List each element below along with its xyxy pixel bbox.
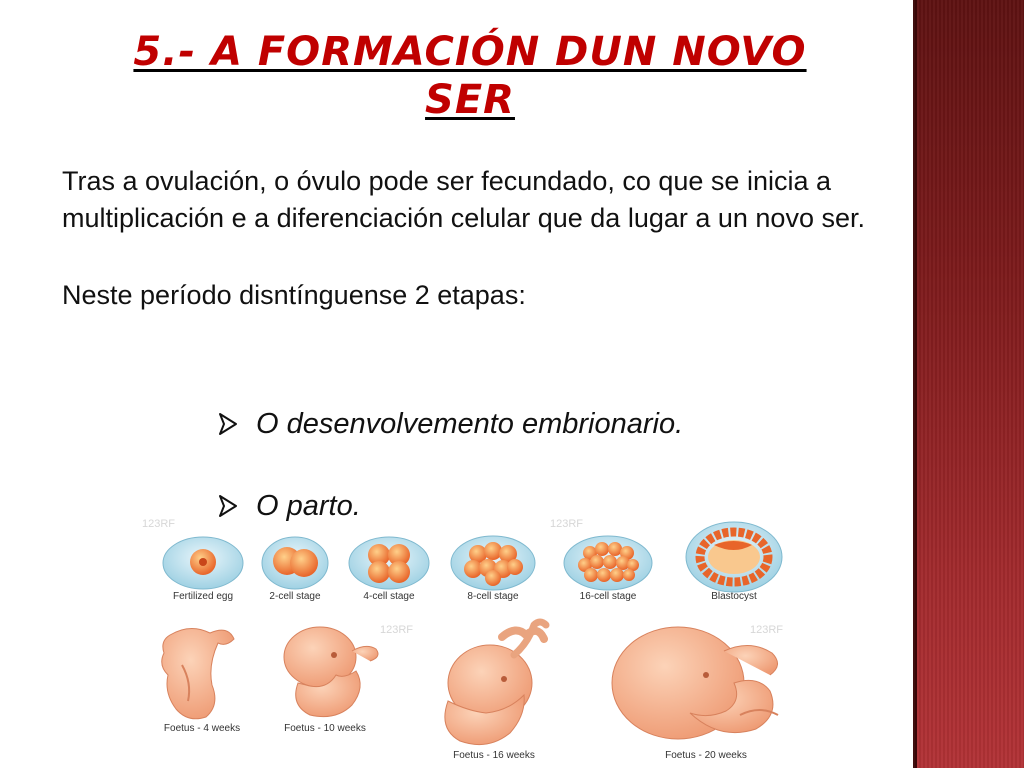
stage-caption: Blastocyst	[711, 591, 757, 602]
arrow-bullet-icon	[218, 412, 238, 436]
foetus-caption: Foetus - 4 weeks	[163, 723, 241, 734]
sixteen-cell-stage-illustration	[564, 536, 652, 590]
eight-cell-stage-illustration	[451, 536, 535, 590]
stage-label: O parto.	[256, 489, 361, 522]
four-cell-stage-illustration	[349, 537, 429, 589]
blastocyst-illustration	[686, 522, 782, 592]
foetus-caption: Foetus - 20 weeks	[665, 750, 747, 761]
foetus-caption: Foetus - 16 weeks	[453, 750, 535, 761]
intro-paragraph: Tras a ovulación, o óvulo pode ser fecundado, co que se inicia a multiplicación e a diferenciación celular que da lugar a un novo ser.	[62, 166, 865, 233]
embryo-development-illustration	[130, 515, 810, 768]
foetus-10-weeks-illustration	[284, 627, 378, 717]
stage-caption: 16-cell stage	[579, 591, 637, 602]
stage-label: O desenvolvemento embrionario.	[256, 407, 684, 440]
fertilized-egg-illustration	[163, 537, 243, 589]
foetus-20-weeks-illustration	[612, 627, 778, 739]
slide-body	[62, 163, 902, 314]
title-line-2: SER	[425, 77, 515, 123]
stage-caption: 4-cell stage	[363, 591, 415, 602]
slide-title	[100, 28, 840, 124]
stage-caption: 8-cell stage	[467, 591, 519, 602]
decorative-sidebar	[913, 0, 1024, 768]
stage-list-item	[218, 404, 683, 444]
watermark-text: 123RF	[142, 518, 176, 530]
title-line-1: 5.- A FORMACIÓN DUN NOVO	[133, 29, 807, 75]
watermark-text: 123RF	[380, 624, 414, 636]
watermark-text: 123RF	[750, 624, 784, 636]
stage-list	[218, 404, 683, 526]
two-cell-stage-illustration	[262, 537, 328, 589]
stages-intro: Neste período disntínguense 2 etapas:	[62, 280, 526, 310]
foetus-16-weeks-illustration	[445, 622, 546, 745]
watermark-text: 123RF	[550, 518, 584, 530]
stage-caption: Fertilized egg	[172, 591, 234, 602]
stage-caption: 2-cell stage	[269, 591, 321, 602]
foetus-caption: Foetus - 10 weeks	[284, 723, 366, 734]
foetus-4-weeks-illustration	[162, 628, 234, 718]
